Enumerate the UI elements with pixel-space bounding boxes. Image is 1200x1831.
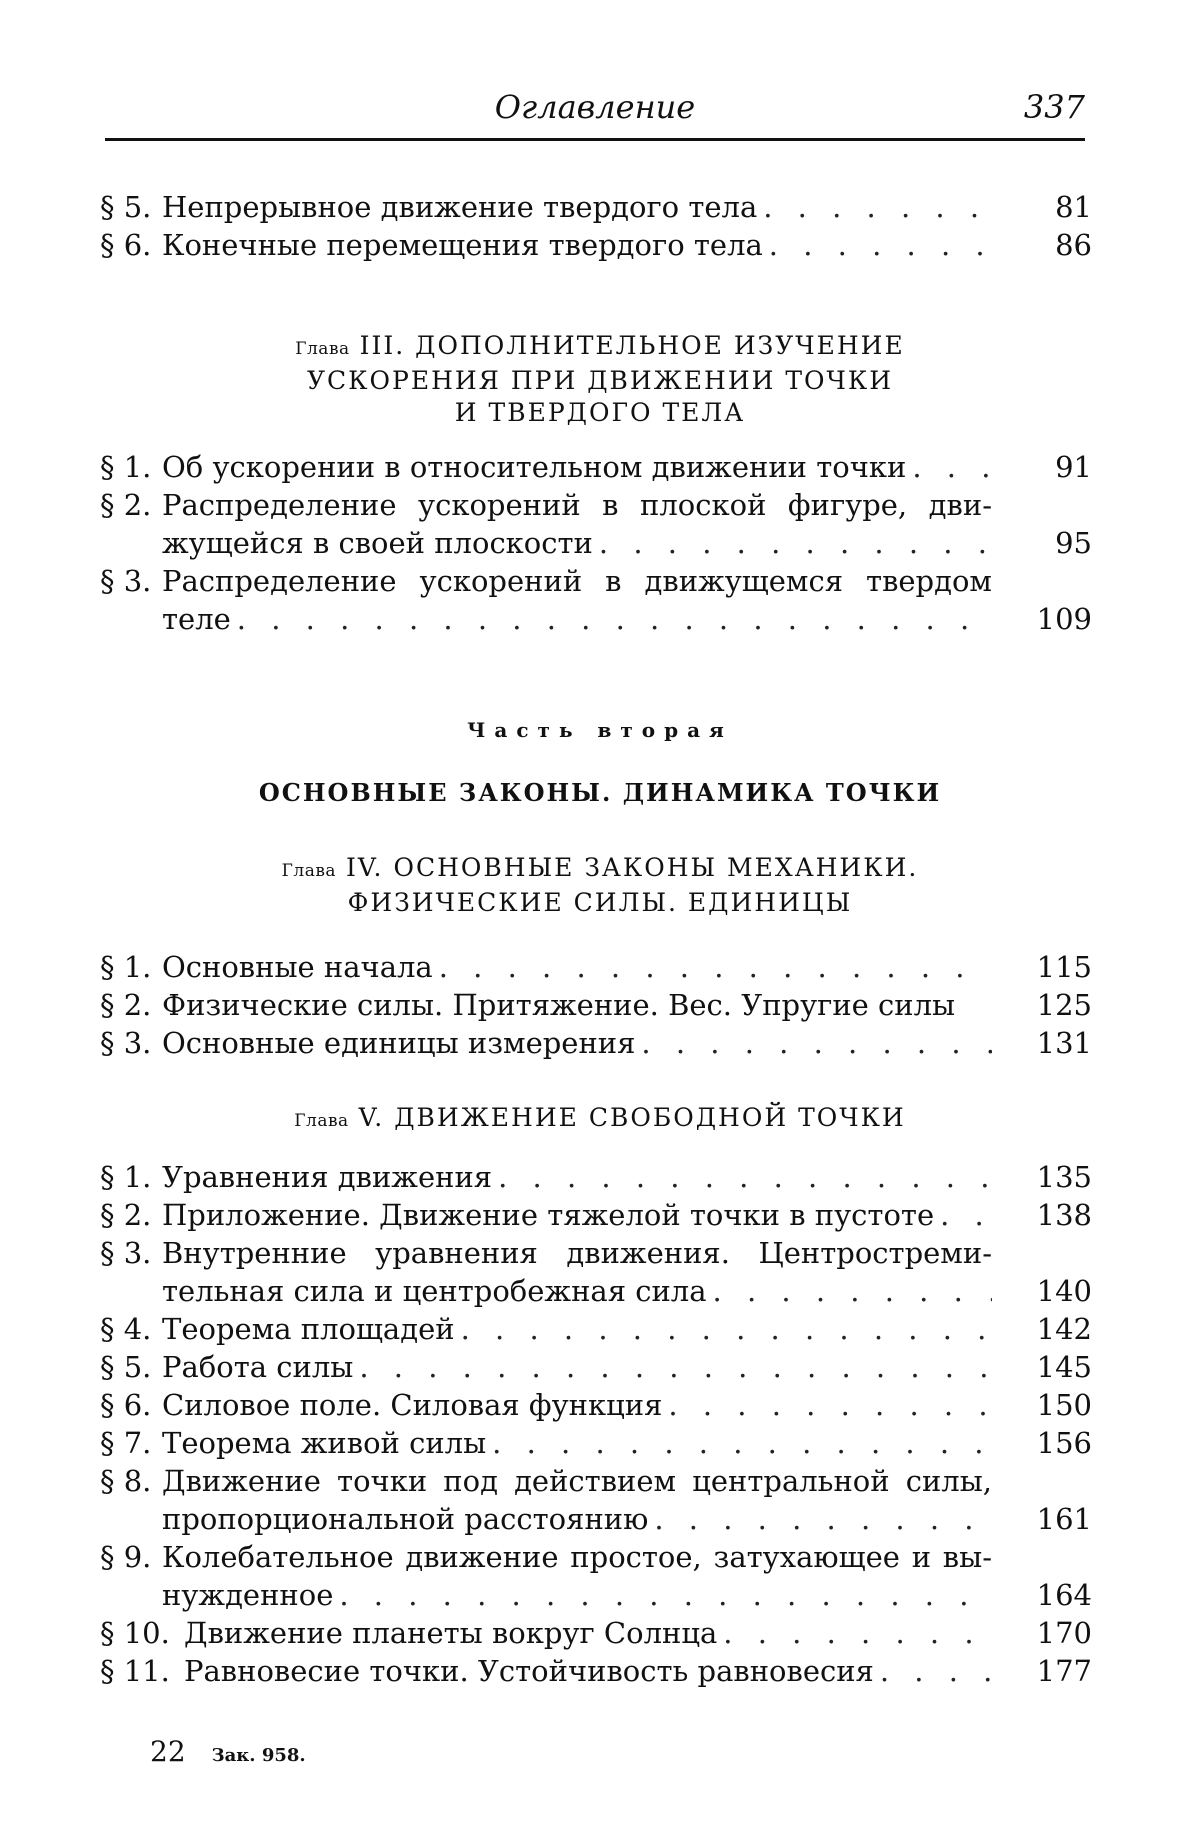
entry-line bbox=[162, 1158, 992, 1196]
chapter-prefix: Глава bbox=[295, 339, 350, 359]
entry-body bbox=[162, 226, 992, 264]
entry-page: 91 bbox=[1055, 450, 1092, 484]
running-head bbox=[105, 88, 1085, 134]
entry-line bbox=[162, 486, 992, 524]
entry-title: Приложение. Движение тяжелой точки в пустоте bbox=[162, 1198, 935, 1232]
entry-number: § 1. bbox=[100, 450, 152, 484]
entry-line bbox=[162, 226, 992, 264]
entry-number: § 2. bbox=[100, 988, 152, 1022]
entry-line bbox=[162, 1234, 992, 1272]
entry-body bbox=[162, 1310, 992, 1348]
chapter-prefix: Глава bbox=[281, 861, 337, 881]
running-title: Оглавление bbox=[494, 88, 696, 126]
toc-entry bbox=[100, 1652, 1100, 1690]
entry-title: Движение точки под действием центральной силы, bbox=[162, 1464, 992, 1498]
dot-leader bbox=[763, 188, 992, 226]
dot-leader bbox=[880, 1652, 992, 1690]
dot-leader bbox=[237, 600, 992, 638]
entry-title: Равновесие точки. Устойчивость равновесия bbox=[184, 1654, 874, 1688]
entry-title: Силовое поле. Силовая функция bbox=[162, 1388, 663, 1422]
entry-title: Основные единицы измерения bbox=[162, 1026, 636, 1060]
chapter-title-line: ОСНОВНЫЕ ЗАКОНЫ МЕХАНИКИ. bbox=[393, 853, 919, 882]
dot-leader bbox=[641, 1024, 992, 1062]
dot-leader bbox=[461, 1310, 992, 1348]
toc-block-ch3 bbox=[100, 448, 1100, 638]
toc-entry bbox=[100, 1310, 1100, 1348]
entry-body bbox=[184, 1614, 992, 1652]
entry-body bbox=[162, 1196, 992, 1234]
entry-number: § 2. bbox=[100, 1198, 152, 1232]
entry-number: § 3. bbox=[100, 1026, 152, 1060]
entry-page: 135 bbox=[1036, 1160, 1092, 1194]
dot-leader bbox=[439, 948, 992, 986]
chapter-title-line: ДОПОЛНИТЕЛЬНОЕ ИЗУЧЕНИЕ bbox=[415, 331, 905, 360]
chapter-4-heading bbox=[100, 852, 1100, 919]
entry-line bbox=[162, 1576, 992, 1614]
entry-line bbox=[162, 562, 992, 600]
entry-page: 125 bbox=[1036, 988, 1092, 1022]
chapter-heading-line bbox=[100, 852, 1100, 887]
entry-line bbox=[162, 1462, 992, 1500]
entry-title: Распределение ускорений в плоской фигуре, дви- bbox=[162, 488, 992, 522]
toc-entry bbox=[100, 1234, 1100, 1310]
entry-title: Внутренние уравнения движения. Центростреми- bbox=[162, 1236, 992, 1270]
entry-page: 86 bbox=[1055, 228, 1092, 262]
signature-number: 22 bbox=[150, 1735, 186, 1768]
toc-entry bbox=[100, 1614, 1100, 1652]
entry-title: Теорема площадей bbox=[162, 1312, 455, 1346]
dot-leader bbox=[492, 1424, 992, 1462]
entry-number: § 6. bbox=[100, 1388, 152, 1422]
entry-body bbox=[162, 562, 992, 638]
entry-page: 170 bbox=[1036, 1616, 1092, 1650]
entry-line bbox=[162, 1424, 992, 1462]
dot-leader bbox=[668, 1386, 992, 1424]
chapter-5-heading bbox=[100, 1102, 1100, 1137]
entry-title: Уравнения движения bbox=[162, 1160, 493, 1194]
dot-leader bbox=[359, 1348, 992, 1386]
entry-body bbox=[162, 986, 992, 1024]
signature-footer bbox=[150, 1735, 306, 1768]
toc-entry bbox=[100, 188, 1100, 226]
entry-title: Физические силы. Притяжение. Вес. Упругие силы bbox=[162, 988, 956, 1022]
entry-number: § 11. bbox=[100, 1654, 170, 1688]
entry-title: Колебательное движение простое, затухающее и вы- bbox=[162, 1540, 992, 1574]
toc-entry bbox=[100, 1158, 1100, 1196]
entry-line bbox=[162, 448, 992, 486]
dot-leader bbox=[654, 1500, 992, 1538]
entry-body bbox=[162, 486, 992, 562]
entry-number: § 4. bbox=[100, 1312, 152, 1346]
entry-body bbox=[162, 1462, 992, 1538]
toc-entry bbox=[100, 986, 1100, 1024]
entry-page: 115 bbox=[1036, 950, 1092, 984]
entry-line bbox=[162, 1272, 992, 1310]
entry-line bbox=[184, 1652, 992, 1690]
entry-page: 140 bbox=[1036, 1274, 1092, 1308]
entry-number: § 3. bbox=[100, 1236, 152, 1270]
part-label: Часть вторая bbox=[467, 718, 733, 742]
entry-title-cont: теле bbox=[162, 602, 231, 636]
dot-leader bbox=[599, 524, 992, 562]
dot-leader bbox=[713, 1272, 992, 1310]
dot-leader bbox=[339, 1576, 992, 1614]
chapter-heading-line bbox=[100, 1102, 1100, 1137]
entry-number: § 5. bbox=[100, 1350, 152, 1384]
entry-line bbox=[162, 1196, 992, 1234]
entry-number: § 8. bbox=[100, 1464, 152, 1498]
entry-line bbox=[162, 188, 992, 226]
chapter-title-line: ДВИЖЕНИЕ СВОБОДНОЙ ТОЧКИ bbox=[394, 1103, 906, 1132]
dot-leader bbox=[912, 448, 992, 486]
entry-number: § 7. bbox=[100, 1426, 152, 1460]
entry-title: Движение планеты вокруг Солнца bbox=[184, 1616, 718, 1650]
entry-body bbox=[162, 1424, 992, 1462]
page-number: 337 bbox=[1023, 88, 1085, 126]
part-title: ОСНОВНЫЕ ЗАКОНЫ. ДИНАМИКА ТОЧКИ bbox=[258, 778, 942, 807]
entry-line bbox=[162, 1348, 992, 1386]
entry-page: 164 bbox=[1036, 1578, 1092, 1612]
entry-number: § 10. bbox=[100, 1616, 170, 1650]
entry-number: § 9. bbox=[100, 1540, 152, 1574]
entry-title: Основные начала bbox=[162, 950, 433, 984]
chapter-title-line: ФИЗИЧЕСКИЕ СИЛЫ. ЕДИНИЦЫ bbox=[347, 888, 853, 917]
entry-number: § 6. bbox=[100, 228, 152, 262]
toc-entry bbox=[100, 1196, 1100, 1234]
entry-title: Конечные перемещения твердого тела bbox=[162, 228, 763, 262]
chapter-heading-line bbox=[100, 330, 1100, 365]
dot-leader bbox=[769, 226, 992, 264]
entry-body bbox=[162, 1538, 992, 1614]
entry-page: 131 bbox=[1036, 1026, 1092, 1060]
entry-title: Работа силы bbox=[162, 1350, 354, 1384]
print-order-note: Зак. 958. bbox=[211, 1745, 306, 1766]
entry-body bbox=[162, 948, 992, 986]
dot-leader bbox=[498, 1158, 992, 1196]
toc-entry bbox=[100, 948, 1100, 986]
entry-line bbox=[162, 600, 992, 638]
toc-entry bbox=[100, 226, 1100, 264]
chapter-numeral: V. bbox=[358, 1103, 385, 1132]
entry-number: § 5. bbox=[100, 190, 152, 224]
entry-page: 95 bbox=[1055, 526, 1092, 560]
toc-entry bbox=[100, 1348, 1100, 1386]
entry-line bbox=[162, 1310, 992, 1348]
entry-page: 156 bbox=[1036, 1426, 1092, 1460]
toc-block-ch4 bbox=[100, 948, 1100, 1062]
entry-page: 161 bbox=[1036, 1502, 1092, 1536]
entry-line bbox=[162, 986, 992, 1024]
entry-body bbox=[162, 1348, 992, 1386]
entry-body bbox=[162, 188, 992, 226]
entry-line bbox=[162, 1024, 992, 1062]
entry-body bbox=[184, 1652, 992, 1690]
entry-line bbox=[162, 1386, 992, 1424]
entry-title: Распределение ускорений в движущемся твердом bbox=[162, 564, 992, 598]
dot-leader bbox=[940, 1196, 992, 1234]
entry-title-cont: нужденное bbox=[162, 1578, 334, 1612]
chapter-3-heading bbox=[100, 330, 1100, 429]
toc-entry bbox=[100, 1462, 1100, 1538]
toc-block-ch2-continued bbox=[100, 188, 1100, 264]
entry-page: 81 bbox=[1055, 190, 1092, 224]
entry-body bbox=[162, 1386, 992, 1424]
entry-line bbox=[162, 1538, 992, 1576]
chapter-numeral: III. bbox=[359, 331, 406, 360]
entry-page: 142 bbox=[1036, 1312, 1092, 1346]
entry-line bbox=[162, 948, 992, 986]
toc-entry bbox=[100, 1424, 1100, 1462]
entry-title-cont: жущейся в своей плоскости bbox=[162, 526, 593, 560]
toc-entry bbox=[100, 486, 1100, 562]
entry-title-cont: тельная сила и центробежная сила bbox=[162, 1274, 707, 1308]
toc-entry bbox=[100, 562, 1100, 638]
chapter-title-line: И ТВЕРДОГО ТЕЛА bbox=[454, 398, 746, 427]
toc-entry bbox=[100, 1386, 1100, 1424]
toc-entry bbox=[100, 448, 1100, 486]
entry-title-cont: пропорциональной расстоянию bbox=[162, 1502, 649, 1536]
entry-number: § 2. bbox=[100, 488, 152, 522]
entry-line bbox=[162, 524, 992, 562]
entry-body bbox=[162, 1234, 992, 1310]
dot-leader bbox=[723, 1614, 992, 1652]
entry-page: 177 bbox=[1036, 1654, 1092, 1688]
entry-body bbox=[162, 448, 992, 486]
entry-line bbox=[162, 1500, 992, 1538]
toc-entry bbox=[100, 1538, 1100, 1614]
entry-page: 150 bbox=[1036, 1388, 1092, 1422]
chapter-numeral: IV. bbox=[346, 853, 384, 882]
chapter-title-line: УСКОРЕНИЯ ПРИ ДВИЖЕНИИ ТОЧКИ bbox=[306, 366, 894, 395]
header-rule bbox=[105, 138, 1085, 141]
entry-page: 109 bbox=[1036, 602, 1092, 636]
entry-body bbox=[162, 1024, 992, 1062]
entry-title: Об ускорении в относительном движении точки bbox=[162, 450, 907, 484]
entry-number: § 1. bbox=[100, 950, 152, 984]
entry-number: § 1. bbox=[100, 1160, 152, 1194]
toc-block-ch5 bbox=[100, 1158, 1100, 1690]
entry-title: Непрерывное движение твердого тела bbox=[162, 190, 758, 224]
entry-page: 145 bbox=[1036, 1350, 1092, 1384]
entry-title: Теорема живой силы bbox=[162, 1426, 487, 1460]
entry-line bbox=[184, 1614, 992, 1652]
chapter-prefix: Глава bbox=[294, 1111, 349, 1131]
entry-body bbox=[162, 1158, 992, 1196]
entry-page: 138 bbox=[1036, 1198, 1092, 1232]
toc-entry bbox=[100, 1024, 1100, 1062]
entry-number: § 3. bbox=[100, 564, 152, 598]
